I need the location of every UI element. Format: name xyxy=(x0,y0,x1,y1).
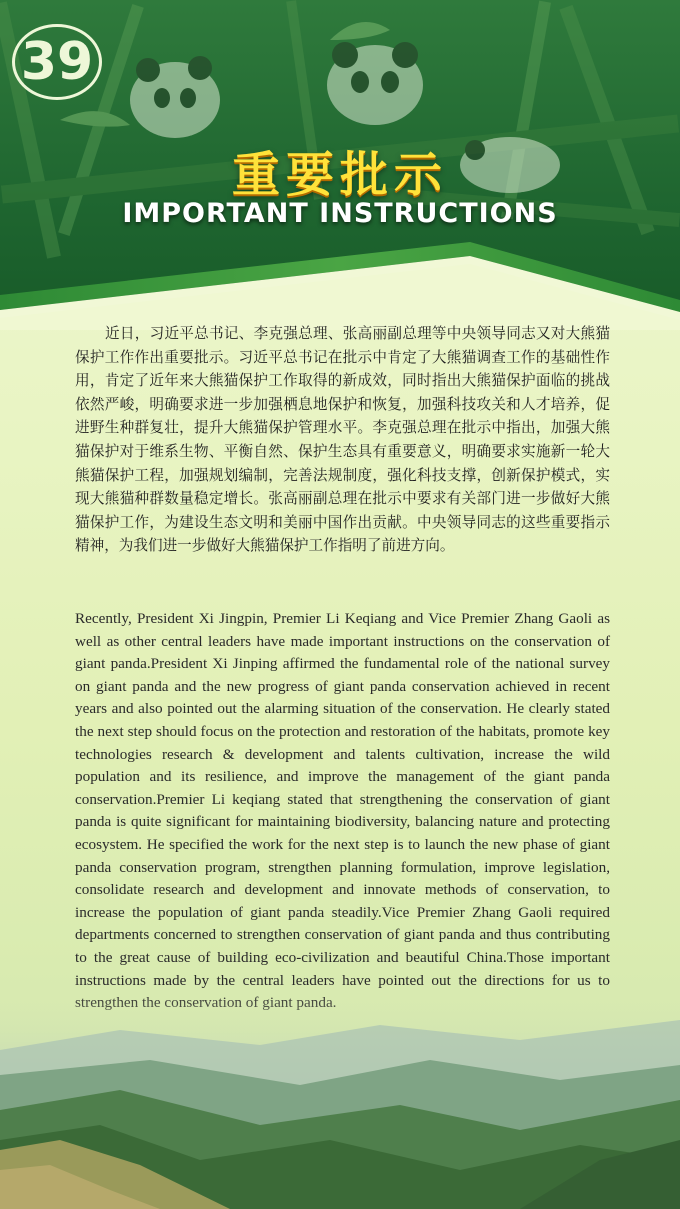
mountain-landscape-image xyxy=(0,990,680,1209)
page-title-english: IMPORTANT INSTRUCTIONS xyxy=(122,198,558,229)
section-number-badge: 39 xyxy=(12,24,102,100)
chinese-body-paragraph: 近日，习近平总书记、李克强总理、张高丽副总理等中央领导同志又对大熊猫保护工作作出重要批示。习近平总书记在批示中肯定了大熊猫调查工作的基础性作用，肯定了近年来大熊猫保护工作取得的新成效，同时指出大熊猫保护面临的挑战依然严峻，明确要求进一步加强栖息地保护和恢复，加强科技攻关和人才培养，促进野生种群复壮，提升大熊猫保护管理水平。李克强总理在批示中指出，加强大熊猫保护对于维系生物、平衡自然、保护生态具有重要意义，明确要求实施新一轮大熊猫保护工程，加强规划编制，完善法规制度，强化科技支撑，创新保护模式，实现大熊猫种群数量稳定增长。张高丽副总理在批示中要求有关部门进一步做好大熊猫保护工作，为建设生态文明和美丽中国作出贡献。中央领导同志的这些重要指示精神，为我们进一步做好大熊猫保护工作指明了前进方向。 xyxy=(75,325,610,555)
english-body-paragraph: Recently, President Xi Jingpin, Premier Li Keqiang and Vice Premier Zhang Gaoli as well as other central leaders have made important instructions on the conservation of giant panda.President Xi Jinping affirmed the fundamental role of the national survey on giant panda and the new progress of giant panda conservation achieved in recent years and also pointed out the alarming situation of the conservation. He clearly stated the next step should focus on the protection and restoration of the habitats, promote key technologies research & development and talents cultivation, increase the wild population and its resilience, and improve the management of the giant panda conservation.Premier Li keqiang stated that strengthening the conservation of giant panda is quite significant for maintaining biodiversity, balancing nature and protecting ecosystem. He specified the work for the next step is to launch the new phase of giant panda conservation program, strengthen planning formulation, improve legislation, consolidate research and development and innovate methods of conservation, to increase the population of giant panda steadily.Vice Premier Zhang Gaoli required departments concerned to strengthen conservation of giant panda and thus contributing to the great cause of building eco-civilization and beautiful China.Those important instructions made by the central leaders have pointed out the directions for us to xyxy=(75,610,610,989)
header-banner xyxy=(0,0,680,330)
page-title-chinese: 重要批示 xyxy=(231,147,448,203)
